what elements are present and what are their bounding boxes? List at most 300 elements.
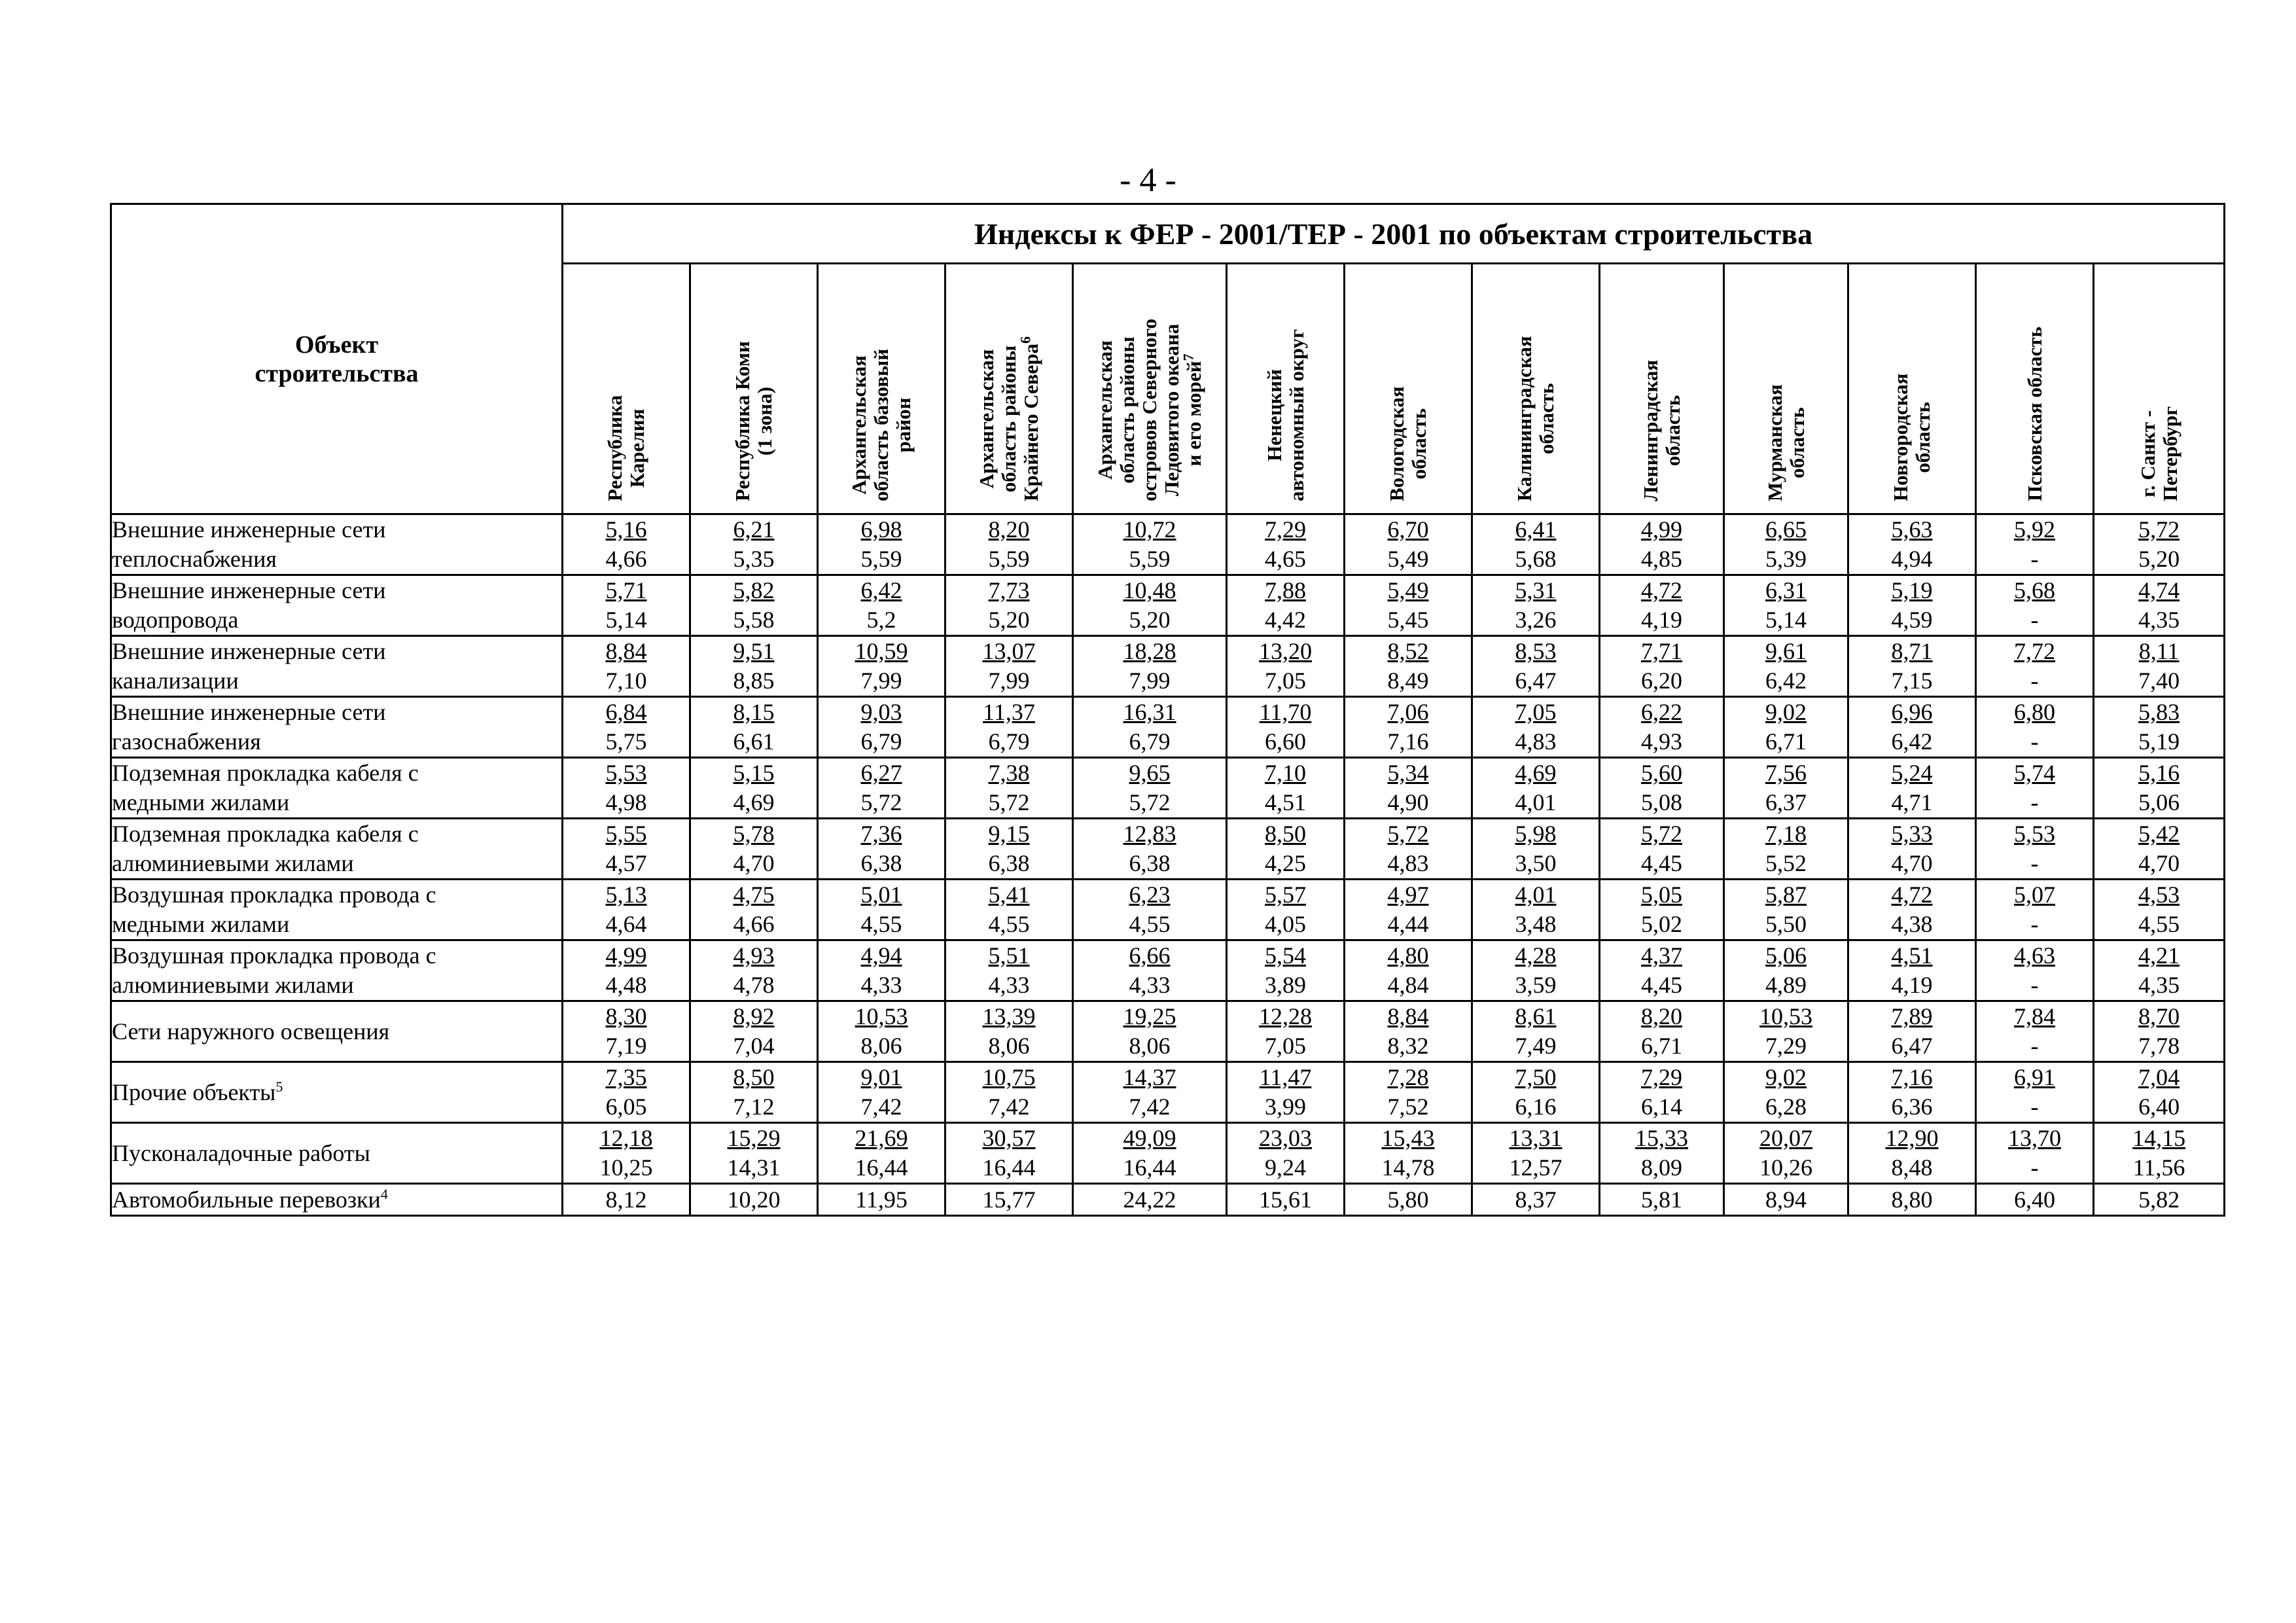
index-value-underlined: 7,73 — [988, 577, 1030, 603]
index-value-bottom: - — [2030, 546, 2039, 572]
index-value-cell — [945, 697, 1073, 758]
object-name-line: медными жилами — [112, 911, 290, 937]
index-value-bottom: - — [2030, 728, 2039, 755]
table-row — [111, 880, 2225, 940]
index-value-top — [1473, 637, 1598, 666]
index-value-top — [1074, 576, 1226, 605]
index-value-underlined: 9,02 — [1765, 1064, 1807, 1090]
index-value-bottom: 4,35 — [2138, 972, 2180, 998]
index-value: 6,40 — [2014, 1186, 2055, 1213]
index-value-underlined: 7,50 — [1515, 1064, 1557, 1090]
index-value-bottom: - — [2030, 789, 2039, 815]
index-value-bottom: 7,29 — [1765, 1033, 1807, 1059]
index-value-underlined: 5,72 — [1641, 821, 1682, 847]
index-value-top — [563, 941, 689, 971]
footnote-mark: 6 — [1017, 336, 1034, 344]
index-value-cell — [945, 1123, 1073, 1184]
region-header-line: Ледовитого океана — [1160, 323, 1183, 497]
index-value-underlined: 8,50 — [733, 1064, 775, 1090]
index-value-top — [1473, 515, 1598, 544]
index-value-top — [691, 637, 817, 666]
index-value-underlined: 7,38 — [988, 760, 1030, 786]
index-value-top — [1345, 880, 1471, 910]
index-value-underlined: 6,42 — [860, 577, 902, 603]
index-value-underlined: 9,02 — [1765, 699, 1807, 725]
index-value-bottom: 6,40 — [2138, 1094, 2180, 1120]
index-value-underlined: 8,20 — [988, 516, 1030, 543]
index-value-bottom: 7,99 — [988, 668, 1030, 694]
index-value-cell — [1345, 1062, 1472, 1123]
index-value-top — [819, 880, 944, 910]
region-header-line: Крайнего Севера$^6$ — [1017, 336, 1042, 501]
index-value-cell — [690, 880, 818, 940]
index-value-underlined: 6,21 — [733, 516, 775, 543]
index-value-cell — [1345, 514, 1472, 575]
index-value-underlined: 5,78 — [733, 821, 775, 847]
region-header-label — [1094, 319, 1205, 501]
table-row — [111, 1001, 2225, 1062]
index-value-cell — [1976, 1001, 2094, 1062]
object-name-cell — [111, 1184, 563, 1216]
index-value-top — [1600, 1063, 1723, 1092]
index-value-top — [1725, 698, 1847, 727]
index-value-cell — [1600, 880, 1724, 940]
index-value-top — [1600, 698, 1723, 727]
index-value-cell — [818, 940, 945, 1001]
object-name-line: водопровода — [112, 607, 239, 633]
object-name-line: Внешние инженерные сети — [112, 577, 386, 603]
index-value-bottom: 4,94 — [1891, 546, 1933, 572]
index-value-bottom: 4,45 — [1641, 972, 1682, 998]
region-header-line: Архангельская — [975, 349, 998, 489]
region-header-line: Петербург — [2158, 406, 2181, 501]
index-value-underlined: 9,15 — [988, 821, 1030, 847]
object-name-cell — [111, 1001, 563, 1062]
table-row — [111, 1062, 2225, 1123]
index-value-cell — [1227, 636, 1345, 697]
index-value-bottom: 6,79 — [988, 728, 1030, 755]
index-value-cell — [1073, 697, 1227, 758]
index-value-cell — [563, 514, 690, 575]
object-header-line: Объект — [294, 330, 379, 359]
index-value-cell — [1073, 1001, 1227, 1062]
object-header-line: строительства — [255, 359, 419, 387]
index-value-bottom: 4,19 — [1891, 972, 1933, 998]
index-value-bottom: 3,59 — [1515, 972, 1557, 998]
index-value-cell — [818, 819, 945, 880]
index-value-top — [563, 1063, 689, 1092]
region-header-cell — [818, 264, 945, 514]
index-value-bottom: 8,06 — [860, 1033, 902, 1059]
index-value-underlined: 5,34 — [1387, 760, 1429, 786]
index-value-bottom: 5,35 — [733, 546, 775, 572]
object-name-cell — [111, 1062, 563, 1123]
index-value-top — [1600, 515, 1723, 544]
index-value-cell — [563, 575, 690, 636]
index-value-underlined: 4,72 — [1641, 577, 1682, 603]
index-value-bottom: 10,25 — [599, 1154, 653, 1181]
index-value-bottom: 5,20 — [2138, 546, 2180, 572]
index-value-bottom: 7,40 — [2138, 668, 2180, 694]
index-value-cell — [2094, 1062, 2225, 1123]
index-value-top — [1074, 1063, 1226, 1092]
index-value-underlined: 7,06 — [1387, 699, 1429, 725]
table-row — [111, 1184, 2225, 1216]
index-value-bottom: 5,72 — [860, 789, 902, 815]
index-value-top — [563, 576, 689, 605]
index-value-cell — [1848, 1062, 1976, 1123]
index-value-top — [2094, 1124, 2223, 1153]
index-value-underlined: 9,61 — [1765, 638, 1807, 664]
index-value-bottom: 4,55 — [1129, 911, 1171, 937]
region-header-cell — [1345, 264, 1472, 514]
index-value-top — [1473, 698, 1598, 727]
index-value-top — [1074, 1124, 1226, 1153]
index-value-top — [1977, 698, 2093, 727]
index-value-cell — [2094, 1184, 2225, 1216]
index-value-top — [1977, 1002, 2093, 1031]
index-value-bottom: 7,42 — [860, 1094, 902, 1120]
index-value-bottom: 7,99 — [1129, 668, 1171, 694]
index-value-cell — [1724, 819, 1848, 880]
object-name-line: Внешние инженерные сети — [112, 516, 386, 543]
table-row — [111, 575, 2225, 636]
index-value-top — [1345, 1002, 1471, 1031]
index-value-underlined: 7,29 — [1641, 1064, 1682, 1090]
index-value-underlined: 5,55 — [605, 821, 647, 847]
index-value-top — [1725, 880, 1847, 910]
index-value-cell — [1724, 575, 1848, 636]
index-value-bottom: 8,32 — [1387, 1033, 1429, 1059]
index-value-cell — [563, 819, 690, 880]
index-value-top — [1227, 515, 1343, 544]
index-value-cell — [1724, 697, 1848, 758]
index-value-top — [1345, 1124, 1471, 1153]
index-value-bottom: 4,42 — [1265, 607, 1306, 633]
index-value-bottom: 7,15 — [1891, 668, 1933, 694]
index-value-underlined: 8,11 — [2138, 638, 2180, 664]
index-value-underlined: 16,31 — [1123, 699, 1176, 725]
index-value-bottom: 4,64 — [605, 911, 647, 937]
index-value-cell — [1600, 575, 1724, 636]
index-value-cell — [1073, 1123, 1227, 1184]
index-value-underlined: 5,49 — [1387, 577, 1429, 603]
index-value-underlined: 9,03 — [860, 699, 902, 725]
region-header-line: Архангельская — [1093, 340, 1116, 480]
index-value-cell — [1073, 880, 1227, 940]
index-value-bottom: 4,19 — [1641, 607, 1682, 633]
index-value-cell — [818, 636, 945, 697]
region-header-cell — [1073, 264, 1227, 514]
region-header-label — [1764, 384, 1809, 501]
index-value-cell — [1472, 697, 1600, 758]
index-value-cell — [2094, 575, 2225, 636]
region-header-line: область базовый — [870, 348, 892, 501]
region-header-cell — [1976, 264, 2094, 514]
index-value-underlined: 4,53 — [2138, 882, 2180, 908]
index-value-underlined: 8,20 — [1641, 1003, 1682, 1029]
index-value-top — [1227, 819, 1343, 849]
index-value-top — [1849, 515, 1975, 544]
index-value: 5,80 — [1387, 1186, 1429, 1213]
index-value-top — [2094, 1002, 2223, 1031]
index-value-top — [1600, 1124, 1723, 1153]
index-value-bottom: 5,14 — [605, 607, 647, 633]
index-value-cell — [1345, 697, 1472, 758]
table-row — [111, 1123, 2225, 1184]
index-value-bottom: 4,57 — [605, 850, 647, 876]
region-header-cell — [563, 264, 690, 514]
index-value-bottom: 12,57 — [1509, 1154, 1563, 1181]
index-value-cell — [1073, 819, 1227, 880]
index-value-cell — [1227, 758, 1345, 819]
index-value-top — [1849, 698, 1975, 727]
index-value-underlined: 6,98 — [860, 516, 902, 543]
index-value-cell — [1472, 575, 1600, 636]
index-value-bottom: 4,98 — [605, 789, 647, 815]
index-value-underlined: 18,28 — [1123, 638, 1176, 664]
index-value-underlined: 6,41 — [1515, 516, 1557, 543]
region-header-line: Псковская область — [2022, 327, 2046, 501]
footnote-mark: 5 — [275, 1078, 283, 1095]
index-value-cell — [1976, 1062, 2094, 1123]
index-value-cell — [1472, 1062, 1600, 1123]
index-value-top — [1074, 698, 1226, 727]
table-row — [111, 636, 2225, 697]
index-value-underlined: 5,82 — [733, 577, 775, 603]
index-value-underlined: 4,99 — [605, 942, 647, 969]
index-value-cell — [1345, 1001, 1472, 1062]
index-value-cell — [1976, 940, 2094, 1001]
page-number: - 4 - — [1120, 162, 1176, 199]
region-header-line: область районы — [997, 345, 1020, 493]
index-value-bottom: 5,45 — [1387, 607, 1429, 633]
index-value-bottom: 4,70 — [1891, 850, 1933, 876]
index-value-bottom: 7,49 — [1515, 1033, 1557, 1059]
index-value-underlined: 8,50 — [1265, 821, 1306, 847]
index-value-underlined: 6,84 — [605, 699, 647, 725]
index-value-top — [819, 758, 944, 788]
region-header-cell — [1600, 264, 1724, 514]
index-value-underlined: 4,74 — [2138, 577, 2180, 603]
index-value-top — [1074, 941, 1226, 971]
index-value-underlined: 5,16 — [2138, 760, 2180, 786]
index-value-cell — [1472, 758, 1600, 819]
index-value-cell — [563, 697, 690, 758]
index-value-top — [946, 1002, 1072, 1031]
index-value-bottom: 5,39 — [1765, 546, 1807, 572]
index-value-underlined: 6,91 — [2014, 1064, 2055, 1090]
index-value-underlined: 5,41 — [988, 882, 1030, 908]
index-value-cell — [1227, 697, 1345, 758]
index-value-bottom: 10,26 — [1759, 1154, 1812, 1181]
footnote-mark: 4 — [380, 1185, 388, 1202]
index-value-top — [1600, 758, 1723, 788]
index-value-cell — [1472, 1123, 1600, 1184]
index-value-bottom: 6,61 — [733, 728, 775, 755]
index-value-underlined: 4,97 — [1387, 882, 1429, 908]
index-value-underlined: 7,36 — [860, 821, 902, 847]
index-value-underlined: 4,63 — [2014, 942, 2055, 969]
index-value-top — [2094, 698, 2223, 727]
header-row-title — [111, 204, 2225, 264]
object-name-line: газоснабжения — [112, 728, 261, 755]
index-value-bottom: 5,59 — [860, 546, 902, 572]
index-value-bottom: - — [2030, 668, 2039, 694]
index-value-cell — [2094, 1123, 2225, 1184]
index-value-top — [691, 698, 817, 727]
index-value-cell — [945, 940, 1073, 1001]
region-header-line: Ненецкий — [1262, 368, 1286, 461]
index-value-cell — [1724, 514, 1848, 575]
object-name-line: алюминиевыми жилами — [112, 972, 354, 998]
index-value-underlined: 7,71 — [1641, 638, 1682, 664]
index-value-underlined: 5,68 — [2014, 577, 2055, 603]
index-value-underlined: 4,80 — [1387, 942, 1429, 969]
object-name-line: теплоснабжения — [112, 546, 277, 572]
index-value-underlined: 4,69 — [1515, 760, 1557, 786]
index-value-bottom: 4,83 — [1515, 728, 1557, 755]
object-name-line: канализации — [112, 668, 239, 694]
index-value-underlined: 6,22 — [1641, 699, 1682, 725]
region-header-line: г. Санкт - — [2136, 410, 2159, 497]
index-value-top — [946, 1063, 1072, 1092]
index-value-top — [1600, 1002, 1723, 1031]
index-value-bottom: 7,19 — [605, 1033, 647, 1059]
index-value-top — [1345, 515, 1471, 544]
index-value-cell — [690, 1184, 818, 1216]
region-header-line: Вологодская — [1385, 386, 1408, 501]
index-value-cell — [690, 819, 818, 880]
index-value-top — [1725, 819, 1847, 849]
index-value-top — [1227, 1124, 1343, 1153]
index-value-top — [1074, 515, 1226, 544]
index-value-bottom: 5,59 — [988, 546, 1030, 572]
index-value-top — [1977, 1063, 2093, 1092]
index-value-underlined: 5,83 — [2138, 699, 2180, 725]
index-value-cell — [1073, 514, 1227, 575]
object-name-line: Автомобильные перевозки$^4$ — [112, 1185, 388, 1213]
index-value-cell — [563, 1001, 690, 1062]
index-value-cell — [690, 514, 818, 575]
index-value-top — [1473, 880, 1598, 910]
index-value-top — [819, 576, 944, 605]
region-header-label — [1386, 386, 1430, 501]
index-value-top — [1473, 758, 1598, 788]
index-value-top — [1725, 758, 1847, 788]
index-value-cell — [1600, 697, 1724, 758]
index-value-underlined: 4,94 — [860, 942, 902, 969]
index-value-cell — [1227, 1062, 1345, 1123]
index-value-top — [1473, 941, 1598, 971]
index-value-cell — [1848, 1184, 1976, 1216]
index-value-underlined: 8,61 — [1515, 1003, 1557, 1029]
index-value-bottom: 5,06 — [2138, 789, 2180, 815]
index-value-cell — [1848, 514, 1976, 575]
index-value-cell — [1227, 575, 1345, 636]
index-value-underlined: 6,27 — [860, 760, 902, 786]
object-name-cell — [111, 819, 563, 880]
region-header-cell — [1848, 264, 1976, 514]
index-value-underlined: 7,05 — [1515, 699, 1557, 725]
index-value-top — [946, 819, 1072, 849]
index-value-cell — [1472, 1184, 1600, 1216]
index-value-underlined: 15,43 — [1381, 1125, 1435, 1151]
index-value-top — [1074, 758, 1226, 788]
index-value-bottom: 4,66 — [605, 546, 647, 572]
index-value-bottom: 6,28 — [1765, 1094, 1807, 1120]
index-value-top — [1725, 941, 1847, 971]
region-header-line: область — [1407, 408, 1430, 480]
index-value-underlined: 5,74 — [2014, 760, 2055, 786]
index-value-top — [1725, 576, 1847, 605]
index-value-underlined: 4,21 — [2138, 942, 2180, 969]
index-value-cell — [2094, 880, 2225, 940]
index-value-bottom: 4,59 — [1891, 607, 1933, 633]
index-value-bottom: 5,19 — [2138, 728, 2180, 755]
index-value-top — [819, 941, 944, 971]
index-value-underlined: 5,57 — [1265, 882, 1306, 908]
index-value-underlined: 8,92 — [733, 1003, 775, 1029]
index-value-underlined: 5,15 — [733, 760, 775, 786]
index-value-cell — [1600, 514, 1724, 575]
index-value-bottom: 5,58 — [733, 607, 775, 633]
index-value-cell — [818, 697, 945, 758]
index-value-bottom: 4,65 — [1265, 546, 1306, 572]
index-value-top — [1227, 576, 1343, 605]
index-value-cell — [1724, 1001, 1848, 1062]
index-value-underlined: 4,51 — [1891, 942, 1933, 969]
index-value-cell — [1227, 514, 1345, 575]
index-value-bottom: 9,24 — [1265, 1154, 1306, 1181]
index-value-top — [1227, 698, 1343, 727]
index-value-top — [2094, 576, 2223, 605]
index-value: 11,95 — [855, 1186, 908, 1213]
region-header-label — [732, 341, 776, 501]
index-value-top — [691, 1002, 817, 1031]
index-value-underlined: 10,48 — [1123, 577, 1176, 603]
index-value-cell — [945, 636, 1073, 697]
index-value-top — [1074, 819, 1226, 849]
index-value-bottom: 5,50 — [1765, 911, 1807, 937]
index-value-bottom: 4,44 — [1387, 911, 1429, 937]
index-value-bottom: 5,20 — [1129, 607, 1171, 633]
index-value-cell — [1976, 636, 2094, 697]
index-value-top — [1345, 698, 1471, 727]
index-value-cell — [1976, 758, 2094, 819]
index-value-top — [946, 515, 1072, 544]
region-header-line: Архангельская — [847, 355, 870, 495]
index-value-bottom: - — [2030, 911, 2039, 937]
index-value-top — [1074, 880, 1226, 910]
index-value-underlined: 10,72 — [1123, 516, 1176, 543]
index-value-top — [1600, 941, 1723, 971]
index-value-bottom: 4,01 — [1515, 789, 1557, 815]
index-value-bottom: 5,72 — [988, 789, 1030, 815]
index-value-cell — [1848, 940, 1976, 1001]
index-value-underlined: 5,07 — [2014, 882, 2055, 908]
index-value-top — [2094, 758, 2223, 788]
index-value-top — [691, 515, 817, 544]
index-value-underlined: 9,65 — [1129, 760, 1171, 786]
region-header-label — [976, 336, 1042, 501]
index-value-top — [1849, 941, 1975, 971]
region-header-line: Карелия — [626, 408, 648, 488]
index-value-cell — [1227, 1123, 1345, 1184]
index-value-underlined: 5,54 — [1265, 942, 1306, 969]
index-value-top — [1725, 1124, 1847, 1153]
index-value-underlined: 5,53 — [605, 760, 647, 786]
